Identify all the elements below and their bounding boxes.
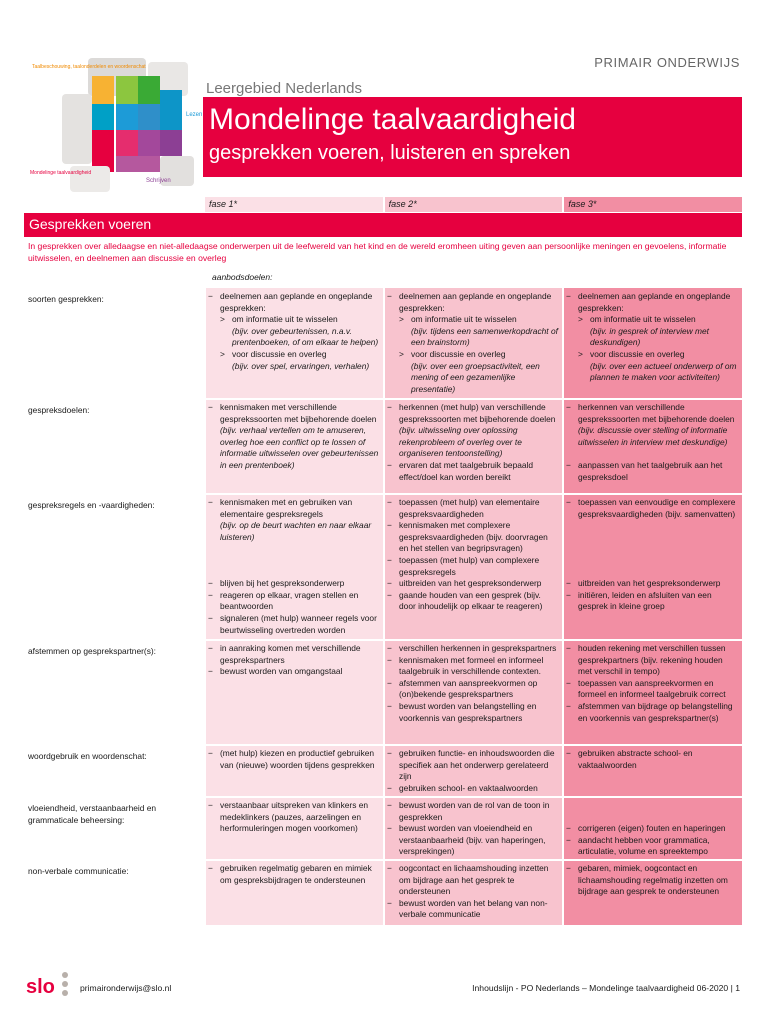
goal-item: − bewust worden van de rol van de toon in gesprekken [387,800,559,823]
spacer [566,567,738,579]
phase-2-cell [387,748,559,794]
goal-example: (bijv. over een groepsactiviteit, een mening of een gezamenlijke presentatie) [411,360,540,394]
goal-item: − (met hulp) kiezen en productief gebruiken van (nieuwe) woorden tijdens gesprekken [208,748,380,771]
spacer [566,555,738,567]
phase-3-cell [566,402,738,483]
goal-item: − verschillen herkennen in gesprekspartners [387,643,559,655]
goal-item: − ervaren dat met taalgebruik bepaald effect/doel kan worden bereikt [387,460,559,483]
phase-1-cell [208,863,380,886]
goal-item: − toepassen van eenvoudige en complexere gespreksvaardigheden (bijv. samenvatten) [566,497,738,520]
table-row [24,745,742,797]
puzzle-label-top: Taalbeschouwing, taalonderdelen en woordenschat [32,64,146,70]
goal-item: − in aanraking komen met verschillende gesprekspartners [208,643,380,666]
goal-item: − deelnemen aan geplande en ongeplande gesprekken: [566,291,738,314]
row-label: soorten gesprekken: [28,294,104,304]
phase-2-cell [387,800,559,858]
goal-item: − herkennen van verschillende gesprekssoorten met bijbehorende doelen [566,402,738,425]
goal-item: − gaande houden van een gesprek (bijv. door inhoudelijk op elkaar te reageren) [387,590,559,613]
spacer [566,543,738,555]
spacer [208,567,380,579]
phase-1-cell [208,291,380,372]
phase-header [205,197,742,212]
goal-item: − kennismaken met formeel en informeel taalgebruik in verschillende contexten. [387,655,559,678]
phase-3-cell [566,748,738,771]
goal-subitem: > om informatie uit te wisselen [387,314,559,326]
table-row [24,288,742,399]
goal-example: (bijv. discussie over stelling of informatie uitwisselen in interview met deskundige) [578,425,728,447]
page-title: Mondelinge taalvaardigheid [209,103,576,136]
table-row [24,399,742,494]
goal-item: − deelnemen aan geplande en ongeplande gesprekken: [208,291,380,314]
goal-item: − deelnemen aan geplande en ongeplande gesprekken: [387,291,559,314]
goal-item: − kennismaken met en gebruiken van elementaire gespreksregels [208,497,380,520]
subject-area: Leergebied Nederlands [206,80,362,97]
goal-example: (bijv. uitwisseling over oplossing rekenprobleem of overleg over te organiseren tentoonstelling) [399,425,522,459]
goal-item: − gebruiken functie- en inhoudswoorden die specifiek aan het onderwerp gerelateerd zijn [387,748,559,783]
goal-item: − herkennen (met hulp) van verschillende gesprekssoorten met bijbehorende doelen [387,402,559,425]
phase-3-label: fase 3* [564,197,742,212]
goal-item: − gebruiken school- en vaktaalwoorden [387,783,559,795]
puzzle-label-left: Mondelinge taalvaardigheid [30,170,92,176]
goal-subitem: > voor discussie en overleg [387,349,559,361]
logo-dots [62,972,70,1002]
title-banner [203,97,742,177]
phase-1-cell [208,643,380,678]
goal-item: − toepassen (met hulp) van elementaire gespreksvaardigheden [387,497,559,520]
phase-3-cell [566,497,738,613]
goal-item: − toepassen van aanspreekvormen en formeel en informeel taalgebruik correct [566,678,738,701]
puzzle-graphic [30,48,212,196]
spacer [566,448,738,460]
spacer [566,800,738,812]
phase-1-cell [208,497,380,636]
aanbod-label: aanbodsdoelen: [212,272,273,282]
spacer [566,520,738,532]
goal-example: (bijv. over gebeurtenissen, n.a.v. prentenboeken, of om elkaar te helpen) [232,325,379,348]
goal-item: − oogcontact en lichaamshouding inzetten om bijdrage aan het gesprek te ondersteunen [387,863,559,898]
spacer [566,812,738,824]
goal-item: − verstaanbaar uitspreken van klinkers en medeklinkers (pauzes, aarzelingen en herformuleringen mogen voorkomen) [208,800,380,835]
goal-example: (bijv. over een actueel onderwerp of om plannen te maken voor activiteiten) [590,360,737,383]
row-label: vloeiendheid, verstaanbaarheid en grammaticale beheersing: [28,803,157,825]
goal-item: − signaleren (met hulp) wanneer regels voor beurtwisseling overtreden worden [208,613,380,636]
phase-1-cell [208,800,380,835]
table-row [24,860,742,925]
goal-example: (bijv. in gesprek of interview met deskundigen) [590,325,709,348]
row-label: non-verbale communicatie: [28,866,129,876]
goal-item: − aanpassen van het taalgebruik aan het gespreksdoel [566,460,738,483]
goal-example: (bijv. verhaal vertellen om te amuseren, overleg hoe een conflict op te lossen of informatie uitwisselen over gebeurtenissen in een prentenboek) [220,425,379,470]
goal-item: − houden rekening met verschillen tussen gesprekpartners (bijv. rekening houden met verschil in tempo) [566,643,738,678]
goal-subitem: > om informatie uit te wisselen [208,314,380,326]
goal-item: − afstemmen van aanspreekvormen op (on)bekende gesprekspartners [387,678,559,701]
program-label: PRIMAIR ONDERWIJS [594,55,740,70]
phase-3-cell [566,863,738,898]
spacer [208,555,380,567]
phase-2-cell [387,291,559,395]
goal-item: − corrigeren (eigen) fouten en haperingen [566,823,738,835]
phase-2-cell [387,497,559,613]
row-label: woordgebruik en woordenschat: [28,751,147,761]
row-label: afstemmen op gesprekspartner(s): [28,646,157,656]
phase-3-cell [566,643,738,724]
phase-2-cell [387,402,559,483]
row-divider [24,493,742,495]
goal-example: (bijv. tijdens een samenwerkopdracht of een brainstorm) [411,325,558,348]
section-title: Gesprekken voeren [24,213,742,237]
row-divider [24,398,742,400]
row-label: gespreksdoelen: [28,405,90,415]
goals-table [24,288,742,925]
footer-doc-info: Inhoudslijn - PO Nederlands – Mondelinge taalvaardigheid 06-2020 | 1 [472,983,740,993]
phase-1-cell [208,402,380,472]
phase-1-label: fase 1* [205,197,383,212]
goal-item: − kennismaken met complexere gespreksvaardigheden (bijv. doorvragen en het stellen van begripsvragen) [387,520,559,555]
spacer [208,543,380,555]
row-divider [24,639,742,641]
goal-item: − reageren op elkaar, vragen stellen en beantwoorden [208,590,380,613]
goal-example: (bijv. op de beurt wachten en naar elkaar luisteren) [220,520,372,542]
goal-item: − gebruiken abstracte school- en vaktaalwoorden [566,748,738,771]
phase-3-cell [566,291,738,384]
page-subtitle: gesprekken voeren, luisteren en spreken [209,142,571,164]
goal-item: − toepassen (met hulp) van complexere gespreksregels [387,555,559,578]
goal-item: − blijven bij het gespreksonderwerp [208,578,380,590]
phase-2-label: fase 2* [385,197,563,212]
phase-2-cell [387,863,559,921]
slo-logo: slo [26,976,55,998]
table-row [24,494,742,640]
goal-subitem: > om informatie uit te wisselen [566,314,738,326]
goal-example: (bijv. over spel, ervaringen, verhalen) [232,360,370,371]
goal-item: − bewust worden van het belang van non-verbale communicatie [387,898,559,921]
row-label: gespreksregels en -vaardigheden: [28,500,155,510]
goal-item: − kennismaken met verschillende gesprekssoorten met bijbehorende doelen [208,402,380,425]
goal-item: − bewust worden van belangstelling en voorkennis van gesprekspartners [387,701,559,724]
goal-subitem: > voor discussie en overleg [566,349,738,361]
puzzle-label-bottom: Schrijven [146,178,171,184]
puzzle-label-right: Lezen [186,112,203,118]
goal-item: − gebaren, mimiek, oogcontact en lichaamshouding regelmatig inzetten om bijdrage aan gesprek te ondersteunen [566,863,738,898]
goal-item: − bewust worden van vloeiendheid en verstaanbaarheid (bijv. van haperingen, versprekingen) [387,823,559,858]
goal-item: − gebruiken regelmatig gebaren en mimiek om gespreksbijdragen te ondersteunen [208,863,380,886]
row-divider [24,796,742,798]
row-divider [24,744,742,746]
goal-item: − aandacht hebben voor grammatica, articulatie, volume en spreektempo [566,835,738,858]
goal-subitem: > voor discussie en overleg [208,349,380,361]
goal-item: − bewust worden van omgangstaal [208,666,380,678]
goal-item: − uitbreiden van het gespreksonderwerp [387,578,559,590]
table-row [24,640,742,745]
phase-2-cell [387,643,559,724]
goal-item: − uitbreiden van het gespreksonderwerp [566,578,738,590]
phase-1-cell [208,748,380,771]
footer-email[interactable]: primaironderwijs@slo.nl [80,983,172,993]
goal-item: − afstemmen van bijdrage op belangstelling en voorkennis van gesprekspartner(s) [566,701,738,724]
goal-item: − initiëren, leiden en afsluiten van een gesprek in kleine groep [566,590,738,613]
phase-3-cell [566,800,738,858]
table-row [24,797,742,860]
section-intro: In gesprekken over alledaagse en niet-alledaagse onderwerpen uit de leefwereld van het kind en de wereld eromheen uiting geven aan persoonlijke meningen en gevoelens, informatie uitwisselen, en deelnemen aan discussie en overleg [28,241,727,263]
row-divider [24,859,742,861]
spacer [566,532,738,544]
